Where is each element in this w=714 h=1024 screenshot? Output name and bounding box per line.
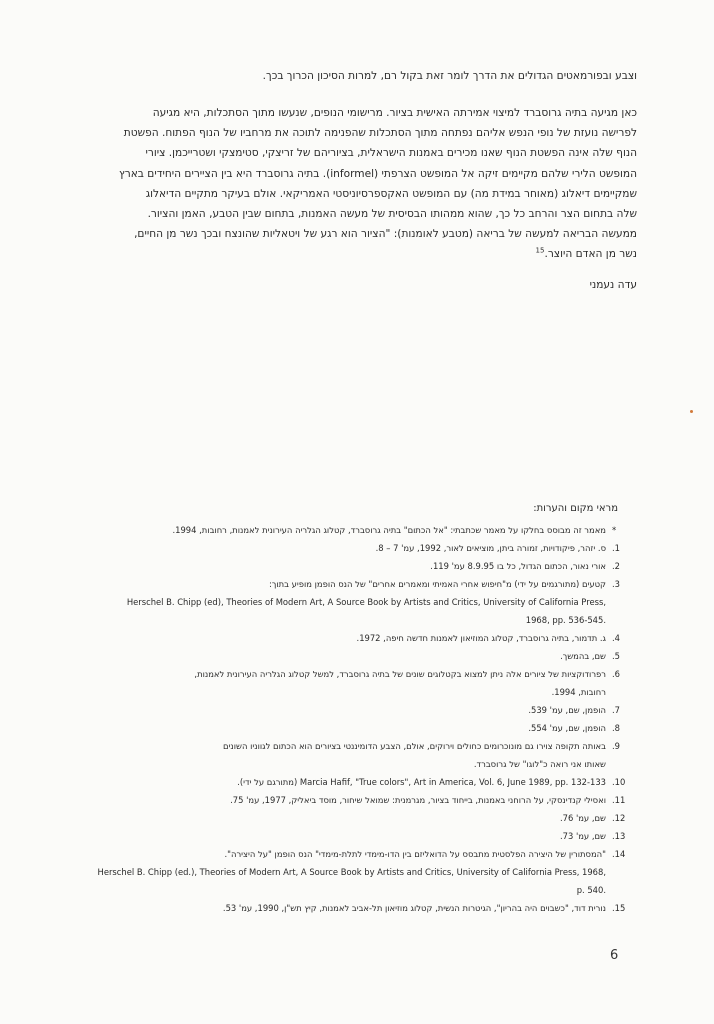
note-text: באותה תקופה צוירו גם מונוכרומים כחולים וירוקים, אולם, הצבע הדומיננטי בציורים הוא הכתום לגווניו השונים [222, 741, 606, 751]
text-line: הנוף שלה אינה הפשטת הנוף שאנו מכירים באמנות הישראלית, בציוריהם של זריצקי, סטימצקי ושטרייכמן. ציורי [145, 147, 637, 160]
note-text: נורית דוד, "כשבוים היה בהריון", הגיטרות הנשית, קטלוג מוזיאון תל-אביב לאמנות, קיץ תש"ן, 1990, עמ' 53. [222, 903, 606, 913]
note-text: רחובות, 1994. [551, 687, 606, 697]
note-text: אורי נאור, הכתום הגדול, כל בו 8.9.95 עמ' 119. [430, 561, 606, 571]
note-text: שם, בהמשך. [560, 651, 606, 661]
note-text: Herschel B. Chipp (ed.), Theories of Modern Art, A Source Book by Artists and Critics, University of California Press, 1968, [97, 867, 606, 877]
text-line: המופשט הלירי שלהם מקיימים זיקה אל המופשט הצרפתי (informel). בתיה גרוסברד היא בין הציירים היחידים בארץ [119, 167, 637, 180]
paper-speck [690, 410, 693, 413]
note-item [86, 701, 626, 719]
text-line: כאן מגיעה בתיה גרוסברד למיצוי אמירתה האישית בציור. מרישומי הנופים, שנעשו מתוך הסתכלות, היא מגיעה [152, 107, 637, 119]
note-number: .9 [612, 741, 620, 751]
note-item [86, 521, 626, 539]
note-item [86, 809, 626, 827]
note-number: .11 [612, 795, 626, 805]
note-continuation [86, 863, 626, 881]
note-number: .7 [612, 705, 620, 715]
note-number: .3 [612, 579, 620, 589]
note-text: ואסילי קנדינסקי, על הרוחני באמנות, בייחוד בציור, מגרמנית: שמואל שיחור, מוסד ביאליק, 1977, עמ' 75. [230, 795, 606, 805]
note-item [86, 827, 626, 845]
paragraph-continuation [70, 66, 637, 86]
note-text: "המסתורין של היצירה הפלסטית מתבסס על הדואליזם בין הדו-מימדי לתלת-מימדי" הנס הופמן "על היצירה". [224, 849, 606, 859]
note-text: p. 540. [576, 885, 606, 895]
note-text: Marcia Hafif, "True colors", Art in America, Vol. 6, June 1989, pp. 132-133 (מתורגם על ידי). [237, 777, 606, 787]
note-item [86, 737, 626, 755]
note-text: ס. יזהר, פיקודויות, זמורה ביתן, מוציאים לאור, 1992, עמ' 7 – 8. [375, 543, 606, 553]
note-number: .10 [612, 777, 626, 787]
note-text: קטעים (מתורגמים על ידי) מ"חיפוש אחרי האמיתי ומאמרים אחרים" של הנס הופמן מופיע בתוך: [269, 579, 606, 589]
text-line: וצבע ובפורמאטים הגדולים את הדרך לומר זאת בקול רם, למרות הסיכון הכרוך בכך. [262, 70, 637, 82]
note-number: .8 [612, 723, 620, 733]
note-text: הופמן, שם, עמ' 554. [528, 723, 606, 733]
note-item [86, 773, 626, 791]
text-line: שמקיימים דיאלוג (מאוחר במידת מה) עם המופשט האקספרסיוניסטי האמריקאי. אולם בעיקר מתקיים הדיאלוג [145, 187, 637, 200]
note-continuation [86, 611, 626, 629]
note-item [86, 719, 626, 737]
note-number: .15 [612, 903, 626, 913]
note-text: ג. תדמור, בתיה גרוסברד, קטלוג המוזיאון לאמנות חדשה חיפה, 1972. [356, 633, 606, 643]
text-line: שלה בתחום הצר והרחב כל כך, שהוא ממהותו הבסיסית של מעשה האמנות, בתחום שבין הטבע, האמן והציור. [147, 207, 637, 220]
notes-heading: מראי מקום והערות: [533, 503, 618, 514]
note-item [86, 575, 626, 593]
note-number: * [612, 525, 617, 535]
note-number: .1 [612, 543, 620, 553]
note-item [86, 791, 626, 809]
note-number: .14 [612, 849, 626, 859]
main-paragraph [70, 103, 637, 265]
note-number: .13 [612, 831, 626, 841]
text-line: לפרישה נועזת של נופי הנפש אליהם נפתחה מתוך הסתכלות שהפנימה לתוכה את מרחביו של הנוף הפתוח. הפשטת [123, 127, 637, 140]
note-item [86, 557, 626, 575]
last-line-text: נשר מן האדם היוצר. [544, 248, 637, 261]
note-text: מאמר זה מבוסס בחלקו על מאמר שכתבתי: "אל הכתום" בתיה גרוסברד, קטלוג הגלריה העירונית לאמנות, רחובות, 1994. [172, 525, 606, 535]
note-text: שם, עמ' 76. [559, 813, 606, 823]
footnote-reference[interactable]: 15 [535, 246, 545, 255]
text-line: ממעשה הבריאה למעשה של בריאה (מטבע לאומנות): "הציור הוא רגע של ויטאליות שהונצח ובכך נשר מן החיים, [134, 228, 637, 241]
note-text: רפרודוקציות של ציורים אלה ניתן למצוא בקטלוגים שונים של בתיה גרוסברד, למשל קטלוג הגלריה העירונית לאמנות, [194, 669, 606, 679]
author-name: עדה נעמני [589, 279, 637, 291]
note-item [86, 665, 626, 683]
note-continuation [86, 593, 626, 611]
note-continuation [86, 683, 626, 701]
note-text: שם, עמ' 73. [559, 831, 606, 841]
page-number: 6 [610, 948, 619, 963]
note-text: שאותו אני רואה כ"לוגו" של גרוסברד. [473, 759, 606, 769]
note-number: .5 [612, 651, 620, 661]
note-number: .4 [612, 633, 620, 643]
note-item [86, 539, 626, 557]
note-number: .6 [612, 669, 620, 679]
note-text: 1968, pp. 536-545. [525, 615, 606, 625]
note-text: Herschel B. Chipp (ed), Theories of Modern Art, A Source Book by Artists and Critics, University of California Press, [126, 597, 606, 607]
note-item [86, 845, 626, 863]
note-item [86, 629, 626, 647]
note-text: הופמן, שם, עמ' 539. [528, 705, 606, 715]
note-number: .2 [612, 561, 620, 571]
note-continuation [86, 755, 626, 773]
notes-list [86, 521, 626, 917]
text-line [70, 244, 637, 264]
note-number: .12 [612, 813, 626, 823]
note-continuation [86, 881, 626, 899]
note-item [86, 647, 626, 665]
note-item [86, 899, 626, 917]
